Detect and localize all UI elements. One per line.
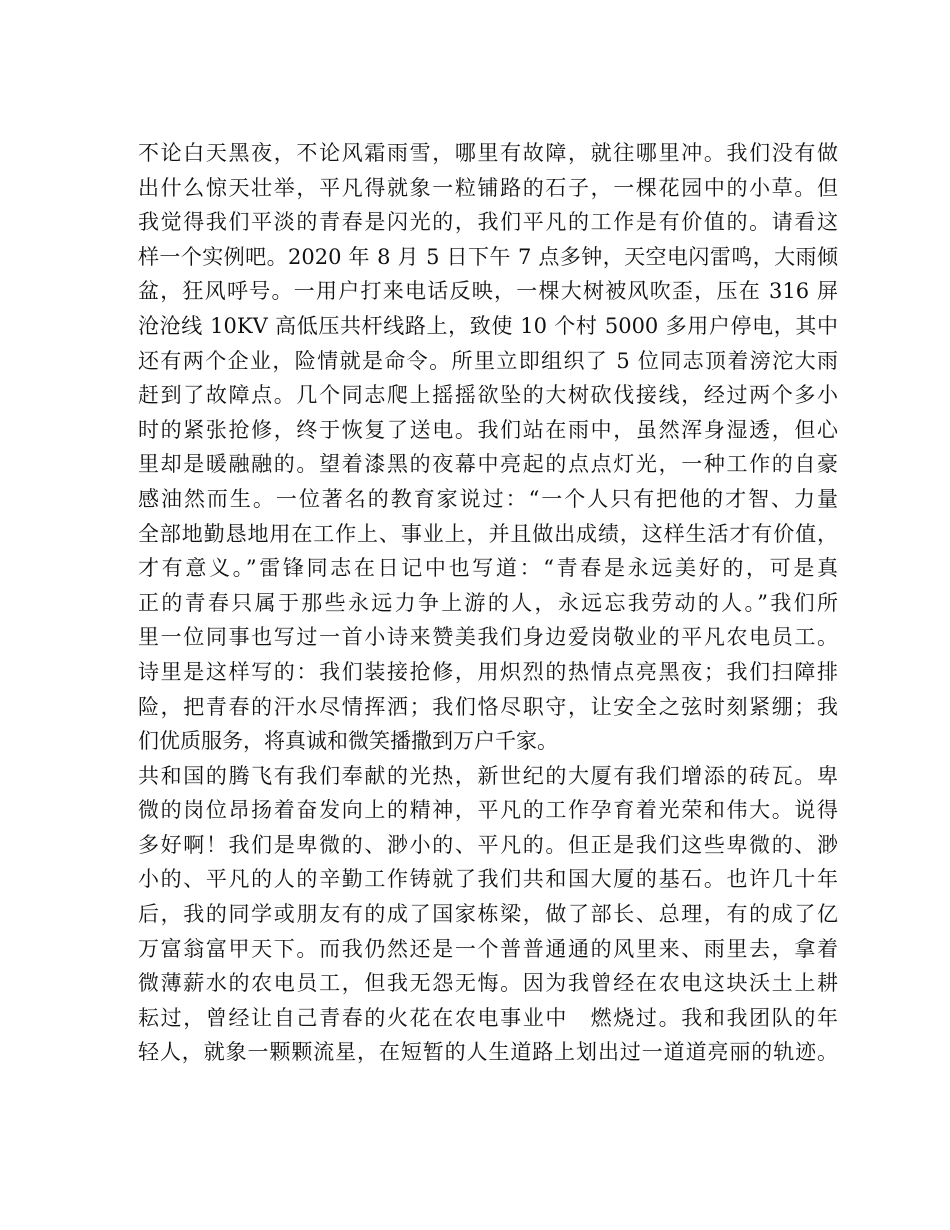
text-line: 微的岗位昂扬着奋发向上的精神，平凡的工作孕育着光荣和伟大。说得 [138,798,838,823]
text-line: 样一个实例吧。2020 年 8 月 5 日下午 7 点多钟，天空电闪雷鸣，大雨倾 [138,244,838,269]
text-line: 里却是暖融融的。望着漆黑的夜幕中亮起的点点灯光，一种工作的自豪 [138,452,838,477]
text-line: 赶到了故障点。几个同志爬上摇摇欲坠的大树砍伐接线，经过两个多小 [138,383,838,408]
text-line: 还有两个企业，险情就是命令。所里立即组织了 5 位同志顶着滂沱大雨 [138,348,838,373]
text-line: 全部地勤恳地用在工作上、事业上，并且做出成绩，这样生活才有价值， [138,521,838,546]
text-line: 感油然而生。一位著名的教育家说过：“一个人只有把他的才智、力量 [138,486,838,511]
text-line: 共和国的腾飞有我们奉献的光热，新世纪的大厦有我们增添的砖瓦。卑 [138,763,838,788]
text-line: 诗里是这样写的：我们装接抢修，用炽烈的热情点亮黑夜；我们扫障排 [138,659,838,684]
text-line: 盆，狂风呼号。一用户打来电话反映，一棵大树被风吹歪，压在 316 屏 [138,279,838,304]
text-line: 耘过，曾经让自己青春的火花在农电事业中 燃烧过。我和我团队的年 [138,1005,838,1030]
text-line: 出什么惊天壮举，平凡得就象一粒铺路的石子，一棵花园中的小草。但 [138,175,838,200]
text-line: 才有意义。”雷锋同志在日记中也写道：“青春是永远美好的，可是真 [138,556,838,581]
text-line: 万富翁富甲天下。而我仍然还是一个普普通通的风里来、雨里去，拿着 [138,936,838,961]
text-line: 险，把青春的汗水尽情挥洒；我们恪尽职守，让安全之弦时刻紧绷；我 [138,694,838,719]
text-line: 不论白天黑夜，不论风霜雨雪，哪里有故障，就往哪里冲。我们没有做 [138,141,838,165]
text-line: 微薄薪水的农电员工，但我无怨无悔。因为我曾经在农电这块沃土上耕 [138,971,838,996]
text-line: 后，我的同学或朋友有的成了国家栋梁，做了部长、总理，有的成了亿 [138,902,838,927]
text-line: 我觉得我们平淡的青春是闪光的，我们平凡的工作是有价值的。请看这 [138,210,838,235]
text-line: 时的紧张抢修，终于恢复了送电。我们站在雨中，虽然浑身湿透，但心 [138,417,838,442]
text-line: 小的、平凡的人的辛勤工作铸就了我们共和国大厦的基石。也许几十年 [138,867,838,892]
text-line: 里一位同事也写过一首小诗来赞美我们身边爱岗敬业的平凡农电员工。 [138,625,838,650]
text-line: 沧沧线 10KV 高低压共杆线路上，致使 10 个村 5000 多用户停电，其中 [138,313,838,338]
text-line: 正的青春只属于那些永远力争上游的人，永远忘我劳动的人。”我们所 [138,590,838,615]
text-line: 多好啊！我们是卑微的、渺小的、平凡的。但正是我们这些卑微的、渺 [138,832,838,857]
text-line: 轻人，就象一颗颗流星，在短暂的人生道路上划出过一道道亮丽的轨迹。 [138,1040,838,1065]
text-line: 们优质服务，将真诚和微笑播撒到万户千家。 [138,729,558,754]
body-text [138,136,838,1070]
